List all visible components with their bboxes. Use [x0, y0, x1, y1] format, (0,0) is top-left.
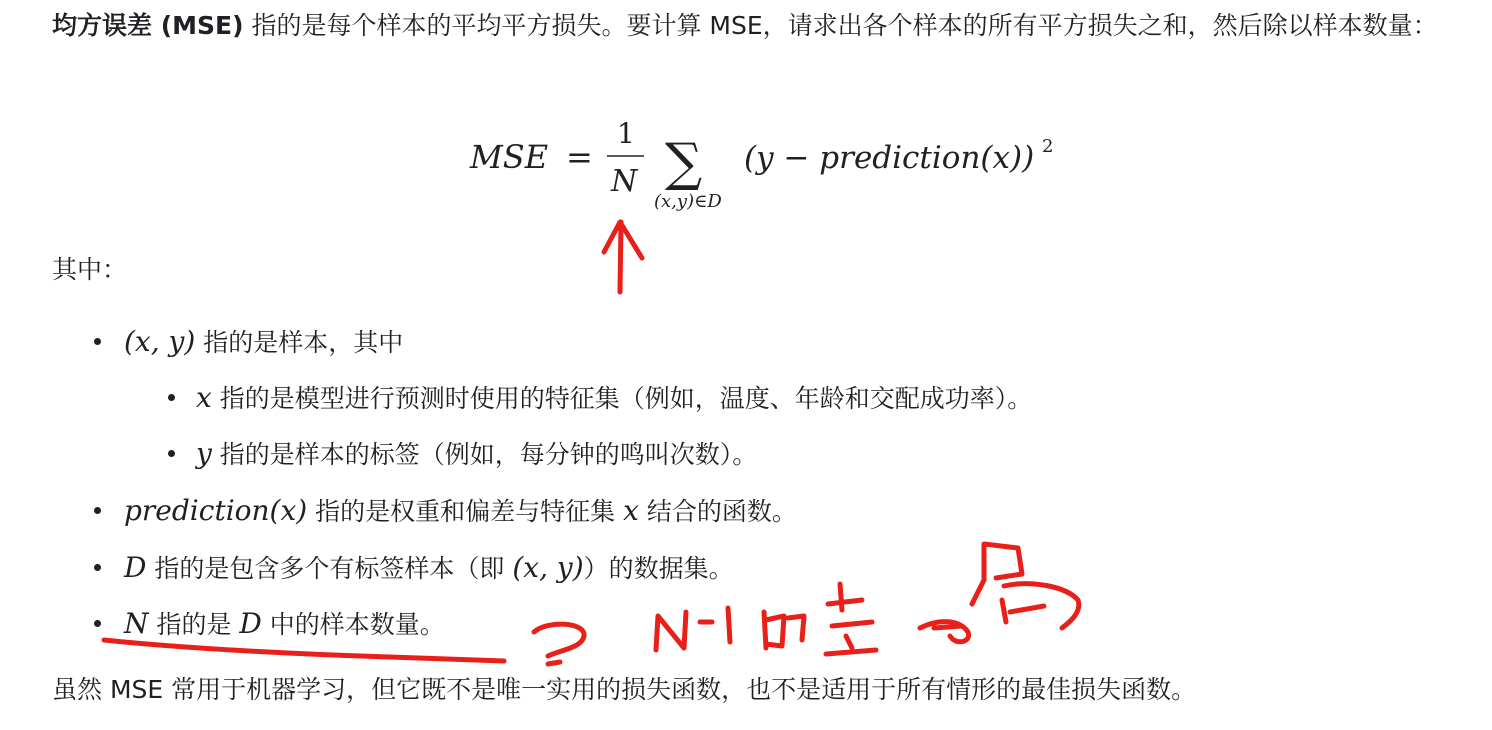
formula-denominator: N — [611, 164, 638, 199]
sum-subscript: (x,y)∈D — [654, 191, 722, 212]
where-label: 其中： — [52, 255, 128, 284]
formula-numerator: 1 — [617, 117, 635, 150]
bullet-dot — [94, 564, 101, 571]
bullet-math: x — [196, 381, 212, 414]
closing-paragraph: 虽然 MSE 常用于机器学习，但它既不是唯一实用的损失函数，也不是适用于所有情形的最佳损失函数。 — [52, 675, 1197, 704]
list-item — [124, 322, 403, 363]
list-item — [196, 434, 757, 475]
formula-equals: = — [566, 138, 593, 176]
bullet-math: D — [124, 551, 147, 584]
bullet-text-2: ）的数据集。 — [583, 554, 734, 583]
formula-exponent: 2 — [1042, 136, 1054, 157]
bullet-text: 指的是模型进行预测时使用的特征集（例如，温度、年龄和交配成功率）。 — [211, 384, 1033, 413]
list-item — [124, 491, 797, 532]
bullet-math: N — [124, 607, 149, 640]
sum-symbol: ∑ — [665, 133, 703, 193]
formula-lhs: MSE — [470, 138, 549, 176]
bullet-dot — [168, 450, 175, 457]
bullet-text: 指的是包含多个有标签样本（即 — [146, 554, 513, 583]
formula-body: (y − prediction(x)) — [744, 140, 1035, 176]
bullet-math: prediction(x) — [124, 494, 308, 527]
bullet-math: (x, y) — [124, 325, 196, 358]
bullet-text-2: 中的样本数量。 — [261, 610, 445, 639]
bullet-math-2: (x, y) — [512, 551, 584, 584]
list-item — [124, 604, 445, 645]
bullet-text: 指的是样本的标签（例如，每分钟的鸣叫次数）。 — [211, 440, 758, 469]
list-item — [196, 378, 1032, 419]
list-item — [124, 548, 734, 589]
bullet-text: 指的是 — [148, 610, 240, 639]
bullet-text: 指的是权重和偏差与特征集 — [307, 497, 624, 526]
bullet-dot — [94, 620, 101, 627]
intro-text: 指的是每个样本的平均平方损失。要计算 MSE，请求出各个样本的所有平方损失之和，然后除以样本数量： — [243, 11, 1438, 40]
bullet-text: 指的是样本，其中 — [195, 328, 404, 357]
bullet-dot — [168, 394, 175, 401]
bullet-text-2: 结合的函数。 — [638, 497, 797, 526]
bullet-math: y — [196, 437, 212, 470]
bullet-dot — [94, 507, 101, 514]
mse-term: 均方误差 (MSE) — [52, 11, 244, 40]
bullet-dot — [94, 338, 101, 345]
bullet-math-2: D — [239, 607, 262, 640]
bullet-math-2: x — [623, 494, 639, 527]
